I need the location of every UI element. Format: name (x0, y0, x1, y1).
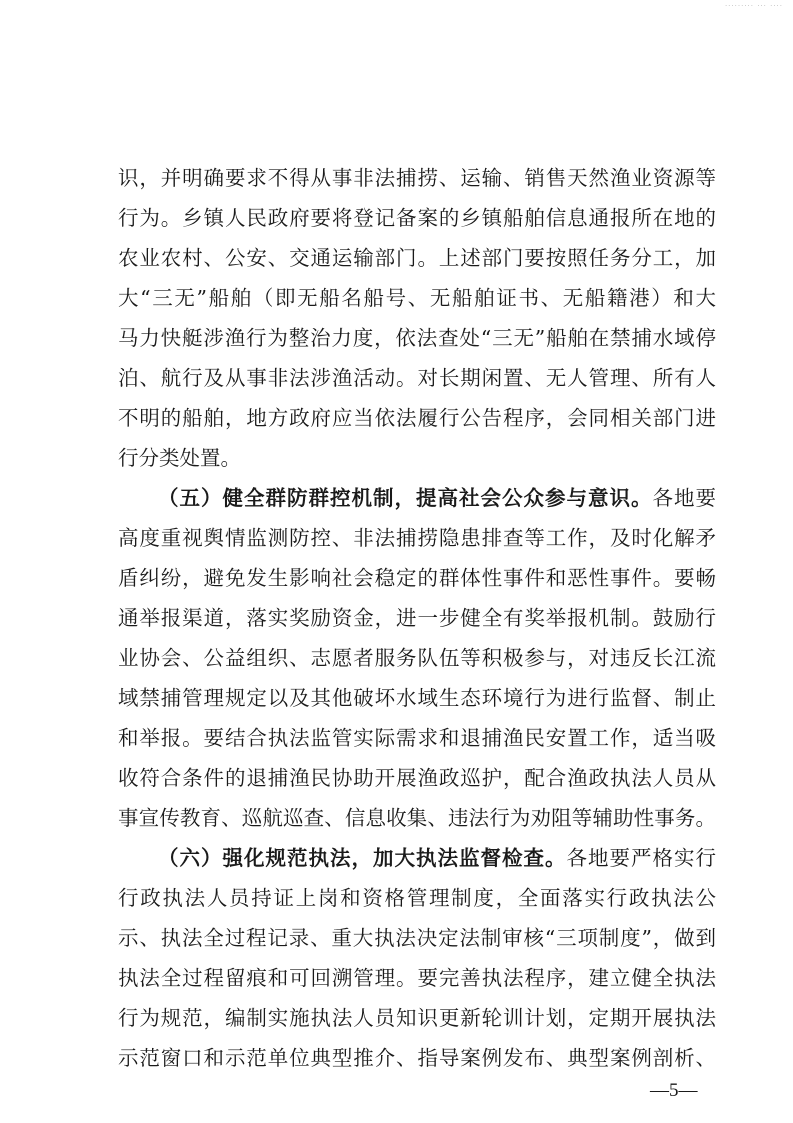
page-number: —5— (650, 1080, 698, 1101)
paragraph-line: 马力快艇涉渔行为整治力度，依法查处“三无”船舶在禁捕水域停 (118, 326, 716, 350)
paragraph-line: 盾纠纷，避免发生影响社会稳定的群体性事件和恶性事件。要畅 (118, 566, 716, 590)
paragraph-line: 示范窗口和示范单位典型推介、指导案例发布、典型案例剖析、 (118, 1046, 716, 1070)
paragraph-line: 收符合条件的退捕渔民协助开展渔政巡护，配合渔政执法人员从 (118, 766, 716, 790)
paragraph-line: 域禁捕管理规定以及其他破坏水域生态环境行为进行监督、制止 (118, 686, 716, 710)
paragraph-line: 识，并明确要求不得从事非法捕捞、运输、销售天然渔业资源等 (118, 166, 716, 190)
paragraph-line: 行为规范，编制实施执法人员知识更新轮训计划，定期开展执法 (118, 1006, 716, 1030)
paragraph-line: 事宣传教育、巡航巡查、信息收集、违法行为劝阻等辅助性事务。 (118, 806, 716, 830)
paragraph-line: 大“三无”船舶（即无船名船号、无船舶证书、无船籍港）和大 (118, 286, 716, 310)
paragraph-line: 行分类处置。 (118, 446, 241, 470)
paragraph-line: 行为。乡镇人民政府要将登记备案的乡镇船舶信息通报所在地的 (118, 206, 716, 230)
paragraph-line: 通举报渠道，落实奖励资金，进一步健全有奖举报机制。鼓励行 (118, 606, 716, 630)
paragraph-line: 和举报。要结合执法监管实际需求和退捕渔民安置工作，适当吸 (118, 726, 716, 750)
section-heading-6: （六）强化规范执法，加大执法监督检查。 (158, 846, 567, 870)
paragraph-line: 业协会、公益组织、志愿者服务队伍等积极参与，对违反长江流 (118, 646, 716, 670)
section-heading-5: （五）健全群防群控机制，提高社会公众参与意识。 (158, 486, 653, 510)
paragraph-line: 高度重视舆情监测防控、非法捕捞隐患排查等工作，及时化解矛 (118, 526, 716, 550)
paragraph-line: 不明的船舶，地方政府应当依法履行公告程序，会同相关部门进 (118, 406, 716, 430)
paragraph-line: 农业农村、公安、交通运输部门。上述部门要按照任务分工，加 (118, 246, 716, 270)
section-heading-line (158, 478, 716, 518)
section-heading-line (158, 838, 716, 878)
paragraph-line: 执法全过程留痕和可回溯管理。要完善执法程序，建立健全执法 (118, 966, 716, 990)
paragraph-line: 示、执法全过程记录、重大执法决定法制审核“三项制度”，做到 (118, 926, 716, 950)
paragraph-line-rest: 各地要 (652, 486, 716, 510)
paragraph-line-rest: 各地要严格实行 (566, 846, 716, 870)
paragraph-line: 行政执法人员持证上岗和资格管理制度，全面落实行政执法公 (118, 886, 716, 910)
scan-mark: ········· ··· ···· (724, 2, 783, 10)
paragraph-line: 泊、航行及从事非法涉渔活动。对长期闲置、无人管理、所有人 (118, 366, 716, 390)
